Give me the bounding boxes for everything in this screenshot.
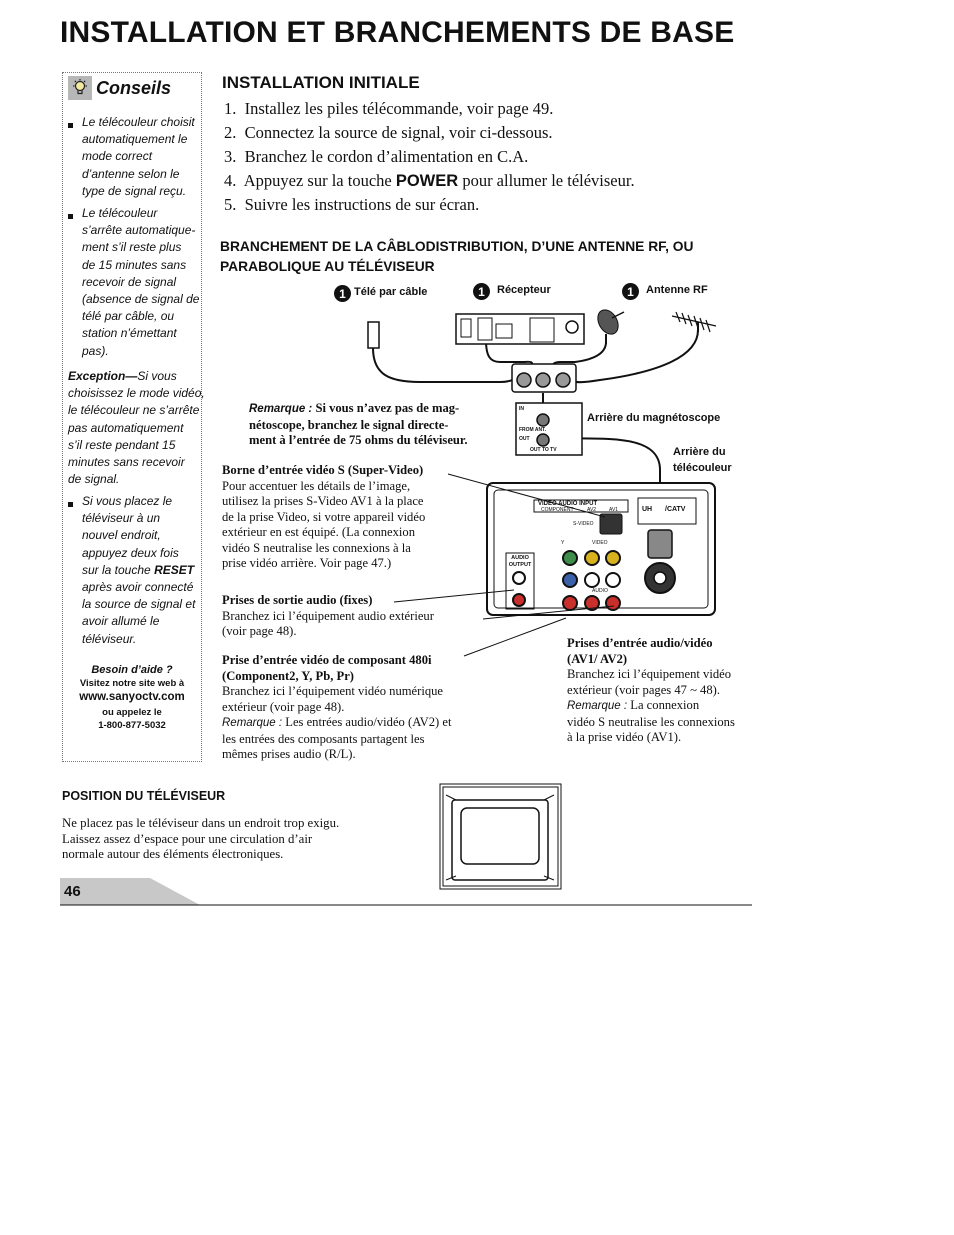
cable-heading: BRANCHEMENT DE LA CÂBLODISTRIBUTION, D’UNE ANTENNE RF, OU PARABOLIQUE AU TÉLÉVISEUR (220, 239, 694, 274)
power-key-label: POWER (395, 172, 459, 190)
help-call: ou appelez le (102, 707, 162, 718)
panel-component-label: COMPONENT (541, 507, 574, 513)
vcr-from-ant-label: FROM ANT. (519, 427, 547, 433)
page-tab (60, 878, 200, 905)
position-text: Ne placez pas le téléviseur dans un endroit trop exigu. Laissez assez d’espace pour une circulation d’air normale autour des éléments électroniques. (62, 816, 340, 861)
install-step-5: 5. Suivre les instructions de sur écran. (224, 195, 480, 214)
tv-back-panel (487, 483, 715, 615)
vcr-out-to-tv-label: OUT TO TV (530, 447, 557, 453)
panel-uh-label: UH (642, 506, 653, 513)
tv-back-label: Arrière du télécouleur (673, 446, 732, 474)
source-antenna-label: Antenne RF (646, 284, 708, 296)
source-receiver-label: Récepteur (497, 284, 551, 296)
help-visit: Visitez notre site web à (79, 678, 185, 689)
callout-av-inputs: Prises d’entrée audio/vidéo (AV1/ AV2) Branchez ici l’équipement vidéo extérieur (voir pages 47 ~ 48). Remarque : La connexion vidéo S neutralise les connexions à la prise vidéo (AV1). (567, 636, 735, 744)
callout-svideo: Borne d’entrée vidéo S (Super-Video) Pour accentuer les détails de l’image, utilisez la prises S-Video AV1 à la place de la prise Video, si votre appareil vidéo extérieur en est équipé. (La connexion vidéo S neutralise les connexions à la prise vidéo arrière. Voir page 47.) (222, 463, 426, 570)
reset-key-label: RESET (154, 562, 195, 577)
splitter-connectors (512, 364, 576, 392)
help-title: Besoin d’aide ? (91, 664, 173, 676)
tip-auto-antenna: Le télécouleur choisit automatiquement le mode correct d’antenne selon le type de signal reçu. (82, 115, 195, 198)
tv-placement-illustration (440, 784, 561, 889)
tip-auto-off: Le télécouleur s’arrête automatique- ment s’il reste plus de 15 minutes sans recevoir de signal (absence de signal de télé par câble, ou station n’émettant pas). (82, 206, 200, 358)
vcr-out-label: OUT (519, 436, 530, 442)
panel-svideo-label: S-VIDEO (573, 521, 594, 527)
page-number: 46 (64, 883, 81, 900)
tip-exception: Exception—Si vous choisissez le mode vidéo, le télécouleur ne s’arrête pas automatiquement s’il reste pendant 15 minutes sans recevoir de signal. (68, 369, 205, 487)
help-url-link[interactable]: www.sanyoctv.com (79, 691, 185, 703)
panel-catv-label: /CATV (665, 506, 686, 513)
step-number-badge: 1 (334, 285, 351, 302)
install-step-1: 1. Installez les piles télécommande, voir page 49. (224, 99, 554, 118)
page-title: INSTALLATION ET BRANCHEMENTS DE BASE (60, 16, 735, 49)
tip-relocate: Si vous placez le téléviseur à un nouvel endroit, appuyez deux fois sur la touche RESET après avoir connecté la source de signal et avoir allumé le téléviseur. (82, 494, 196, 646)
install-step-4: 4. Appuyez sur la touche POWER pour allumer le téléviseur. (224, 171, 635, 190)
panel-audio-label: AUDIO (592, 588, 608, 594)
install-heading: INSTALLATION INITIALE (222, 73, 420, 92)
rf-antenna-icon (672, 312, 716, 332)
satellite-dish-icon (594, 306, 624, 344)
install-step-2: 2. Connectez la source de signal, voir ci-dessous. (224, 123, 553, 142)
help-phone: 1-800-877-5032 (98, 720, 166, 731)
panel-video-label: VIDEO (592, 540, 608, 546)
callout-component: Prise d’entrée vidéo de composant 480i (Component2, Y, Pb, Pr) Branchez ici l’équipement vidéo numérique extérieur (voir page 48). Remarque : Les entrées audio/vidéo (AV2) et les entrées des composants partagent les mêmes prises audio (R/L). (222, 653, 452, 761)
panel-audio-output-label: AUDIO OUTPUT (508, 555, 532, 568)
exception-label: Exception— (68, 369, 138, 383)
vcr-back-label: Arrière du magnétoscope (587, 412, 721, 424)
panel-y-label: Y (561, 540, 565, 546)
panel-av2-label: AV2 (587, 507, 597, 513)
position-heading: POSITION DU TÉLÉVISEUR (62, 789, 226, 803)
vcr-remark: Remarque : Si vous n’avez pas de mag- nétoscope, branchez le signal directe- ment à l’entrée de 75 ohms du téléviseur. (249, 401, 468, 447)
source-cable-label: Télé par câble (354, 286, 428, 298)
callout-audio-output: Prises de sortie audio (fixes) Branchez ici l’équipement audio extérieur (voir page 48). (222, 593, 434, 638)
vcr-in-label: IN (519, 406, 524, 412)
tips-title: Conseils (96, 77, 172, 98)
step-number-badge: 1 (622, 283, 639, 300)
panel-input-strip: VIDEO AUDIO INPUT (538, 501, 598, 507)
step-number-badge: 1 (473, 283, 490, 300)
install-step-3: 3. Branchez le cordon d’alimentation en C.A. (224, 147, 529, 166)
panel-av1-label: AV1 (609, 507, 619, 513)
